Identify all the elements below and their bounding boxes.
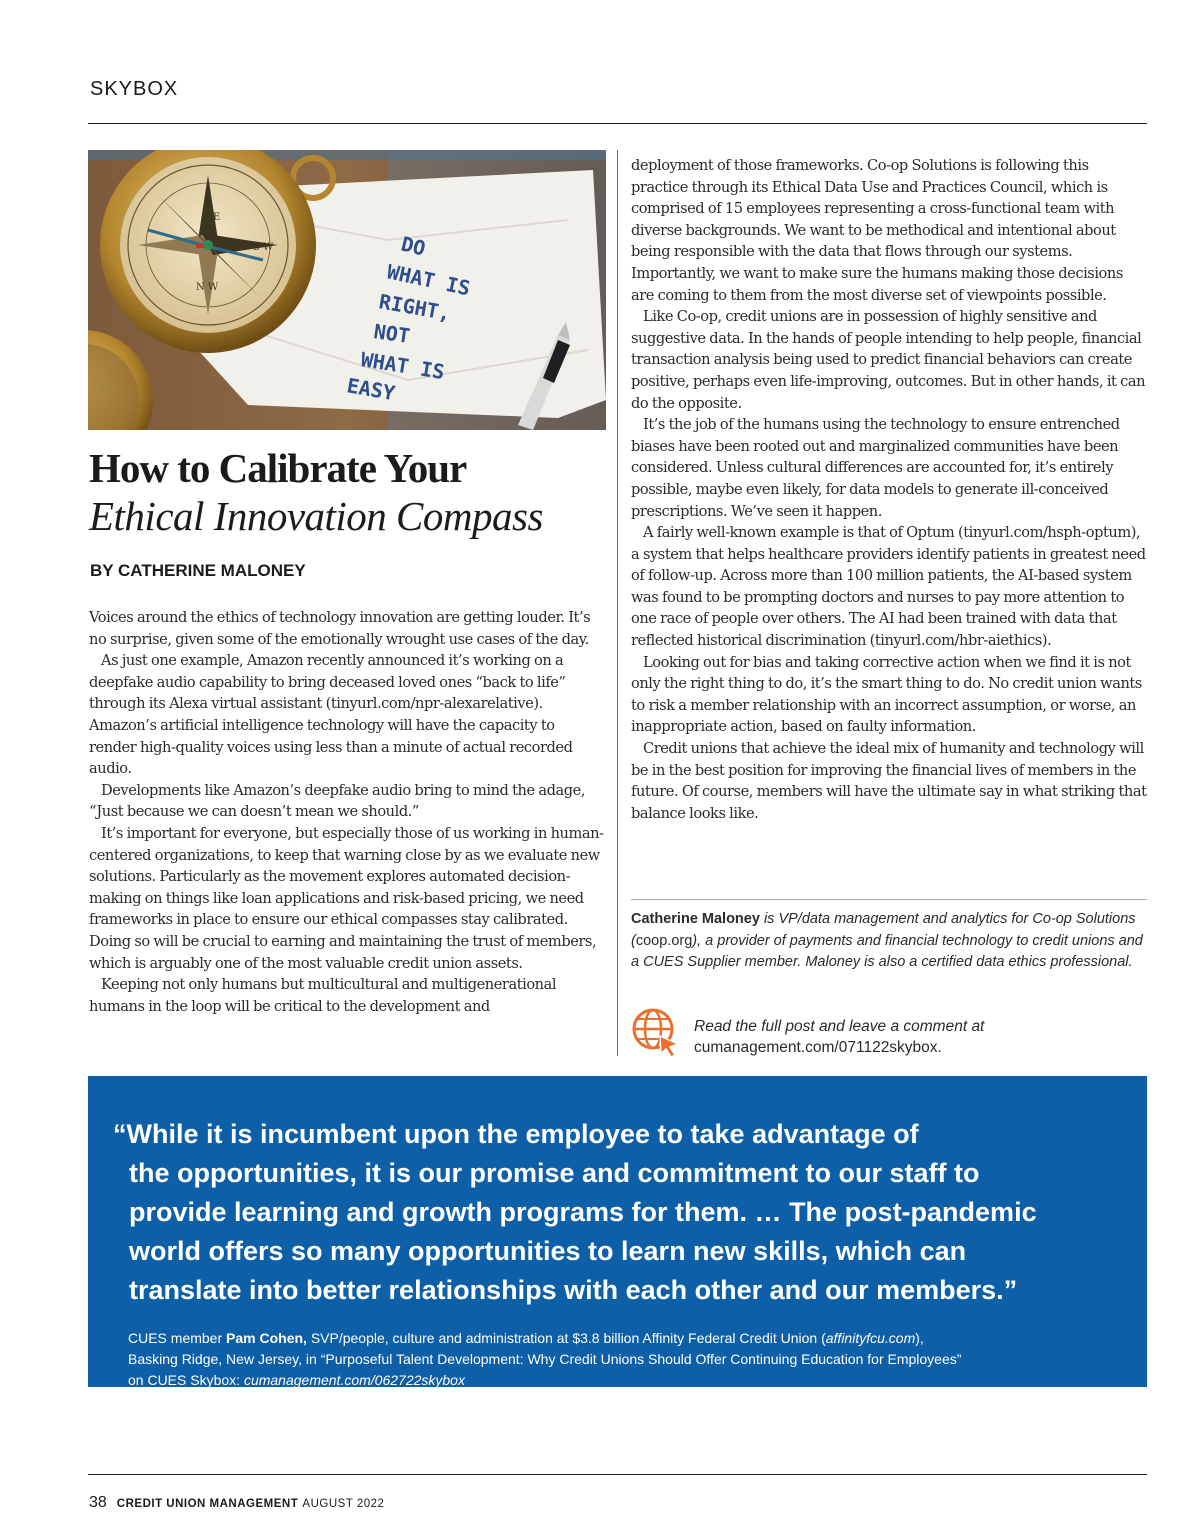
bio-text: is VP/data management and analytics for Co-op Solutions ( — [631, 911, 1136, 949]
svg-text:S E: S E — [203, 212, 221, 223]
headline-line-1: How to Calibrate Your — [89, 445, 467, 491]
credit-article-link[interactable]: cumanagement.com/062722skybox — [243, 1372, 465, 1388]
paragraph: It’s important for everyone, but especially those of us working in human-centered organizations, to keep that warning close by as we evaluate new solutions. Particularly as the movement explores automated decision-making on things like loan applications and risk-based pricing, we need frameworks in place to ensure our ethical compasses stay calibrated. Doing so will be crucial to earning and maintaining the trust of members, which is arguably one of the most valuable credit union assets. — [89, 824, 604, 972]
page-footer — [89, 1494, 384, 1512]
credit-text: Basking Ridge, New Jersey, in “Purposeful Talent Development: Why Credit Unions Should Offer Continuing Education for Employees” — [128, 1351, 962, 1367]
svg-text:N W: N W — [196, 282, 219, 293]
paragraph: Keeping not only humans but multicultural and multigenerational humans in the loop will be critical to the development and — [89, 976, 557, 1015]
credit-text: SVP/people, culture and administration at $3.8 billion Affinity Federal Credit Union ( — [306, 1330, 826, 1346]
paragraph: Developments like Amazon’s deepfake audio bring to mind the adage, “Just because we can doesn’t mean we should.” — [89, 781, 586, 821]
credit-site-link[interactable]: affinityfcu.com — [825, 1330, 916, 1346]
note-text-6: EASY — [345, 373, 397, 406]
paragraph: Voices around the ethics of technology innovation are getting louder. It’s no surprise, given some of the emotionally wrought use cases of the day. — [89, 609, 591, 648]
credit-text: CUES member — [128, 1330, 227, 1346]
paragraph: deployment of those frameworks. Co-op Solutions is following this practice through its Ethical Data Use and Practices Council, which is comprised of 15 employees representing a cross-functional team with diverse backgrounds. We want to be methodical and intentional about being responsible with the data that flows through our systems. Importantly, we want to make sure the humans making those decisions are coming to them from the most diverse set of viewpoints possible. — [631, 157, 1123, 304]
page-number: 38 — [89, 1494, 107, 1511]
article-column-left — [89, 607, 605, 1017]
paragraph: As just one example, Amazon recently announced it’s working on a deepfake audio capability to bring deceased loved ones “back to life” through its Alexa virtual assistant (tinyurl.com/npr-alexarelative). Amazon’s artificial intelligence technology will have the capacity to render high-quality voices using less than a minute of actual recorded audio. — [89, 652, 573, 778]
paragraph: A fairly well-known example is that of Optum (tinyurl.com/hsph-optum), a system that helps healthcare providers identify patients in greatest need of follow-up. Across more than 100 million patients, the AI-based system was found to be prompting doctors and nurses to pay more attention to one race of people over others. The AI had been trained with data that reflected historical discrimination (tinyurl.com/hbr-aiethics). — [631, 524, 1146, 650]
pull-quote — [113, 1115, 1123, 1310]
author-name: Catherine Maloney — [631, 911, 760, 927]
bottom-rule — [88, 1474, 1147, 1475]
article-column-right — [631, 155, 1149, 824]
headline-line-2: Ethical Innovation Compass — [89, 493, 543, 539]
quote-line: provide learning and growth programs for them. … The post-pandemic — [129, 1197, 1037, 1227]
byline: BY CATHERINE MALONEY — [90, 561, 306, 580]
quote-line: “While it is incumbent upon the employee to take advantage of — [113, 1119, 919, 1149]
bio-site-link[interactable]: coop.org — [635, 932, 693, 949]
credit-text: ), — [915, 1330, 924, 1346]
note-text-1: DO — [398, 231, 428, 261]
bio-text: ), a provider of payments and financial technology to credit unions and a CUES Supplier member. Maloney is also a certified data ethics professional. — [631, 932, 1143, 970]
column-divider — [617, 150, 618, 1056]
note-text-4: NOT — [372, 319, 412, 348]
quote-line: world offers so many opportunities to learn new skills, which can — [129, 1236, 967, 1266]
paragraph: Credit unions that achieve the ideal mix of humanity and technology will be in the best position for improving the financial lives of members in the future. Of course, members will have the ultimate say in what striking that balance looks like. — [631, 740, 1147, 822]
read-more-text: Read the full post and leave a comment at — [694, 1018, 985, 1035]
paragraph: Like Co-op, credit unions are in possession of highly sensitive and suggestive data. In the hands of people intending to help people, financial transaction analysis being used to predict financial behaviors can create positive, perhaps even life-improving, outcomes. But in other hands, it can do the opposite. — [631, 308, 1146, 412]
publication-name: CREDIT UNION MANAGEMENT — [116, 1498, 299, 1510]
paragraph: It’s the job of the humans using the technology to ensure entrenched biases have been rooted out and marginalized communities have been considered. Unless cultural differences are accounted for, it’s entirely possible, maybe even likely, for data models to generate ill-conceived prescriptions. We’ve seen it happen. — [631, 416, 1120, 520]
quote-attribution — [128, 1328, 1128, 1391]
globe-icon — [630, 1006, 682, 1058]
article-photo — [88, 150, 606, 430]
issue-date: AUGUST 2022 — [302, 1498, 385, 1510]
read-more — [694, 1016, 984, 1058]
quote-line: the opportunities, it is our promise and commitment to our staff to — [129, 1158, 980, 1188]
note-text-3: RIGHT, — [377, 289, 453, 326]
credit-text: on CUES Skybox: — [128, 1372, 244, 1388]
top-rule — [88, 123, 1147, 124]
section-label: SKYBOX — [90, 78, 179, 100]
svg-text:S W: S W — [253, 242, 274, 253]
article-headline — [89, 444, 609, 540]
paragraph: Looking out for bias and taking corrective action when we find it is not only the right thing to do, it’s the smart thing to do. No credit union wants to risk a member relationship with an incorrect assumption, or worse, an inappropriate action, based on faulty information. — [631, 653, 1142, 736]
credit-name: Pam Cohen, — [226, 1330, 307, 1346]
note-text-2: WHAT IS — [384, 259, 473, 301]
read-more-link[interactable]: cumanagement.com/071122skybox. — [694, 1039, 942, 1056]
bio-divider — [631, 899, 1147, 900]
quote-line: translate into better relationships with each other and our members.” — [129, 1275, 1018, 1305]
compass-illustration — [88, 150, 606, 430]
author-bio — [631, 909, 1147, 974]
note-text-5: WHAT IS — [359, 347, 447, 385]
